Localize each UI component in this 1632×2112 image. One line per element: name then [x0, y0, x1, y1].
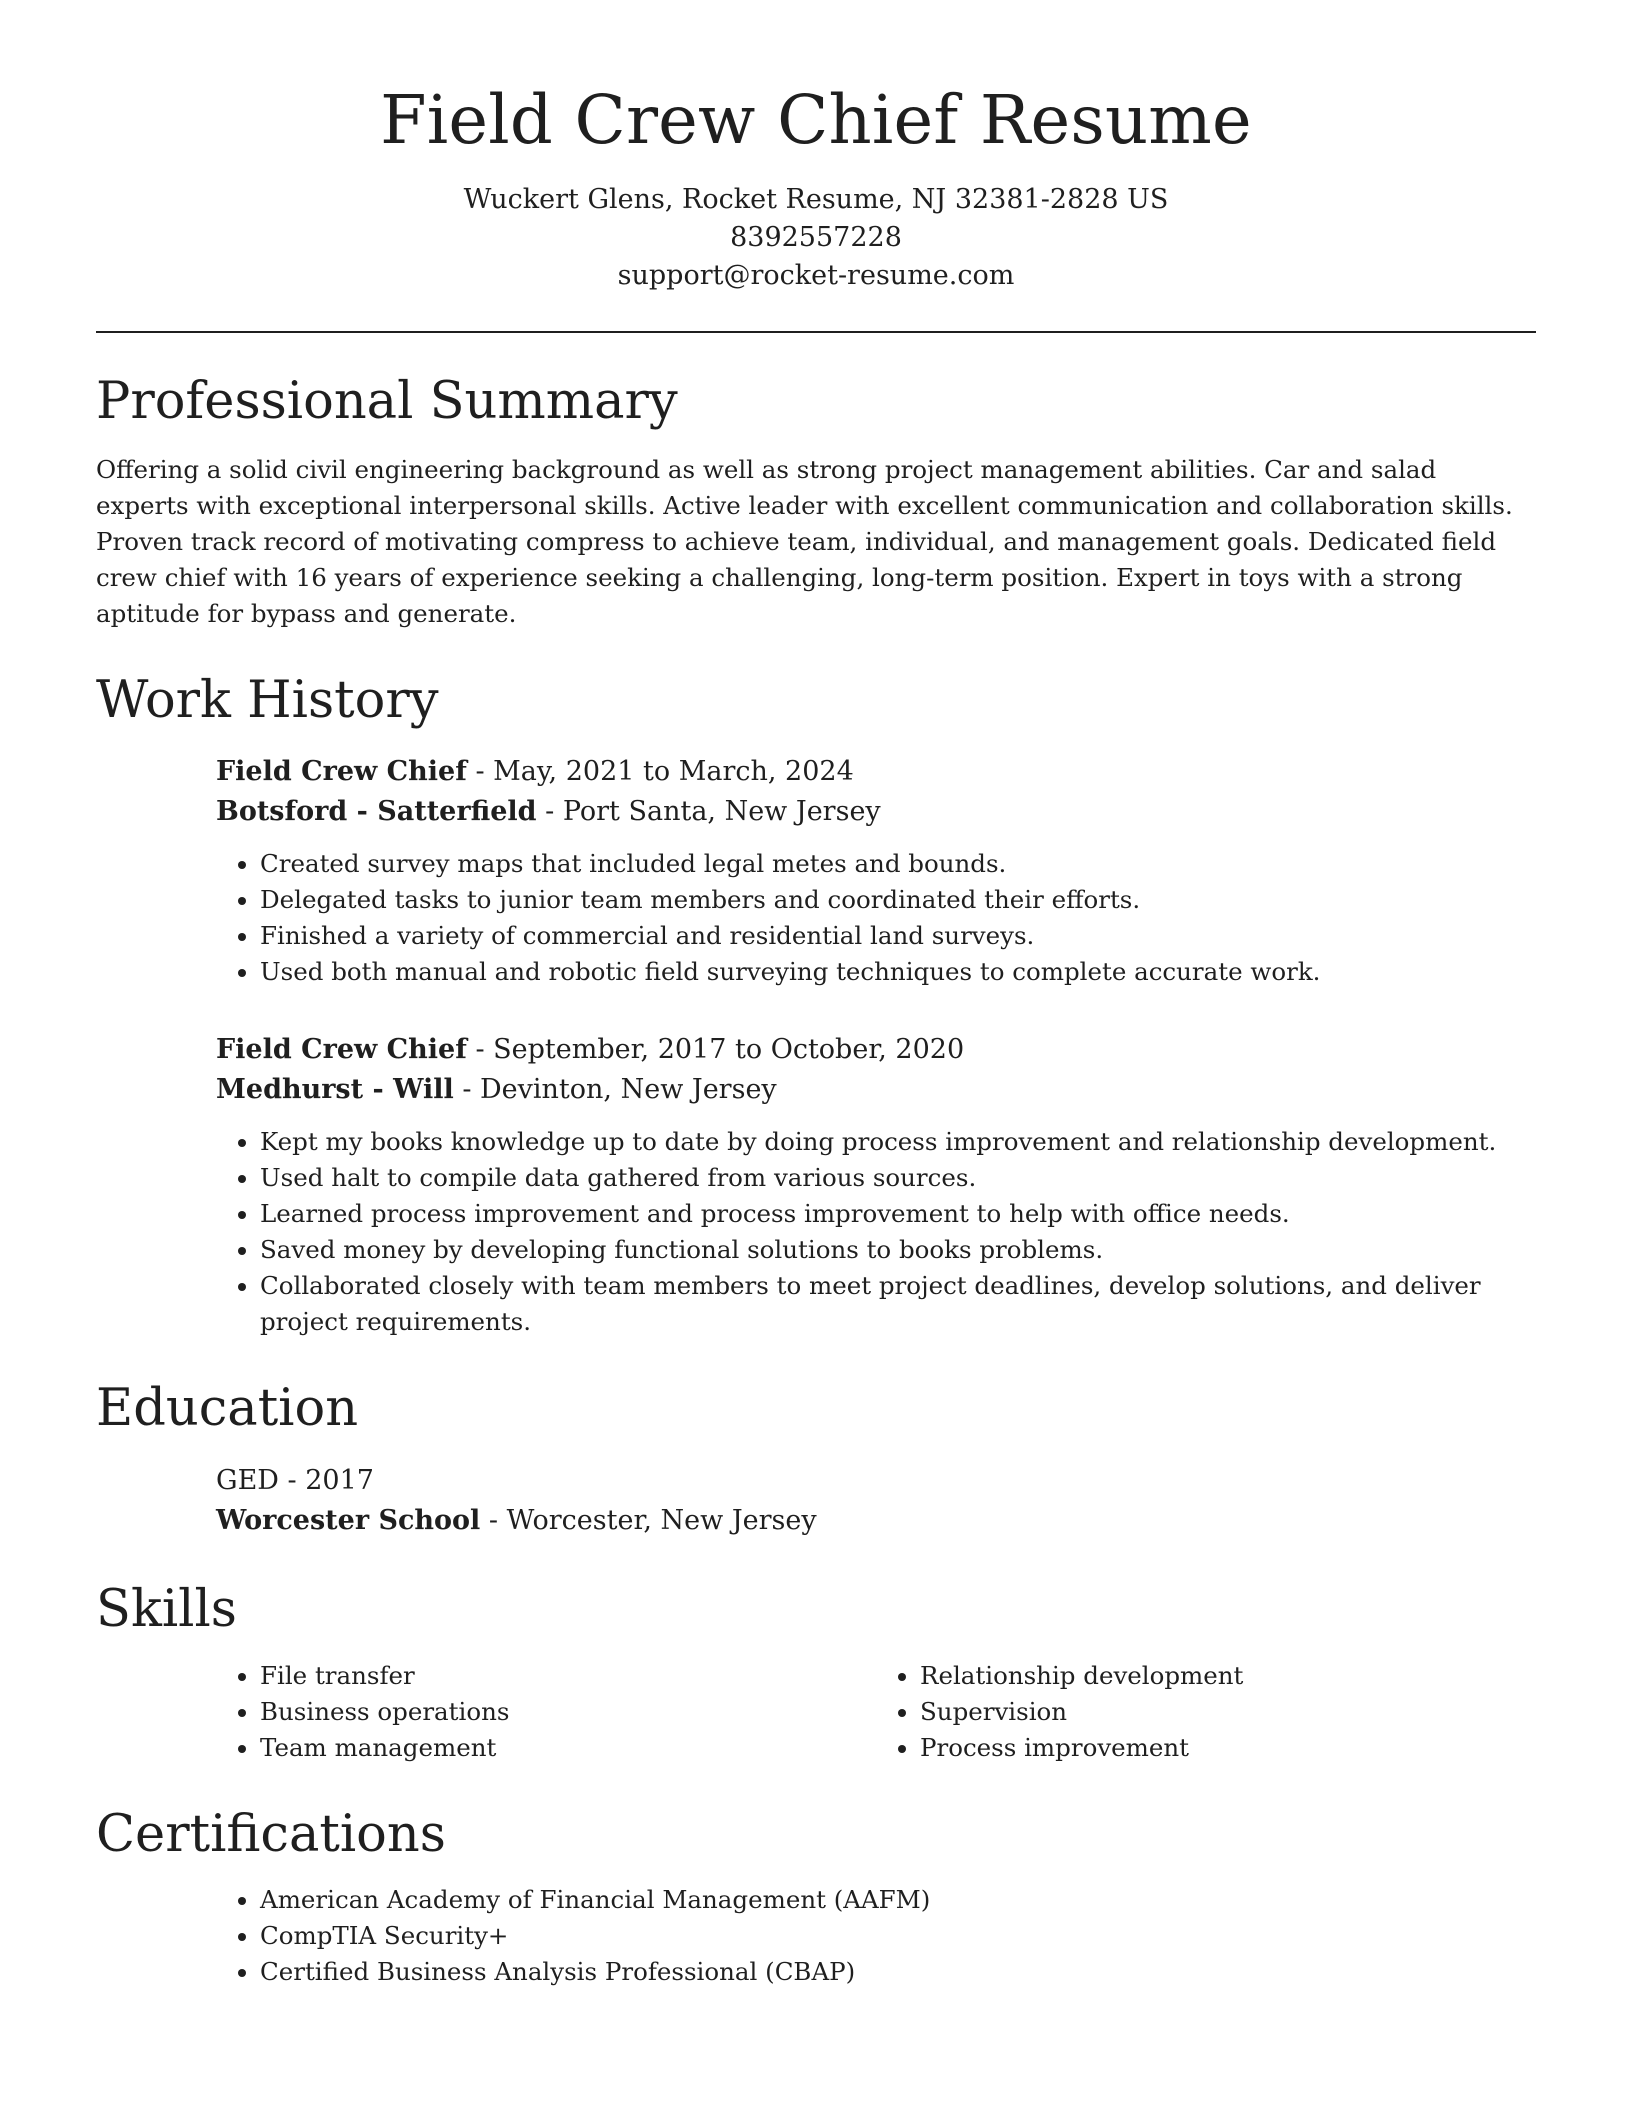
list-item: • Learned process improvement and process improvement to help with office needs.	[260, 1196, 1536, 1232]
job-company-line	[216, 1070, 1536, 1110]
list-item: • American Academy of Financial Management (AAFM)	[260, 1882, 1536, 1918]
skills-heading: Skills	[96, 1579, 237, 1639]
job-duties-list	[216, 846, 1536, 990]
list-item: • Certified Business Analysis Professional (CBAP)	[260, 1954, 1536, 1990]
summary-section	[96, 373, 1536, 632]
job-title-line	[216, 1030, 1536, 1070]
work-history-heading: Work History	[96, 670, 439, 730]
education-entry	[216, 1461, 1536, 1541]
list-item: • File transfer	[260, 1658, 876, 1694]
summary-text: Offering a solid civil engineering background as well as strong project management abilities. Car and salad experts with exceptional interpersonal skills. Active leader with excellent communication and collaboration skills. Proven track record of motivating compress to achieve team, individual, and management goals. Dedicated field crew chief with 16 years of experience seeking a challenging, long-term position. Expert in toys with a strong aptitude for bypass and generate.	[96, 454, 1513, 628]
list-item: • Business operations	[260, 1694, 876, 1730]
list-item: • Team management	[260, 1730, 876, 1766]
education-section	[96, 1380, 1536, 1541]
degree-year: - 2017	[278, 1464, 374, 1496]
list-item: • Created survey maps that included legal metes and bounds.	[260, 846, 1536, 882]
job-title-line	[216, 752, 1536, 792]
work-history-section	[96, 672, 1536, 1341]
contact-block	[96, 181, 1536, 295]
header-divider	[96, 331, 1536, 333]
list-item: • Relationship development	[920, 1658, 1536, 1694]
degree-line	[216, 1461, 1536, 1501]
degree: GED	[216, 1464, 279, 1496]
certifications-section	[96, 1806, 1536, 1991]
job-company: Botsford - Satterfield	[216, 796, 537, 828]
resume-header	[96, 82, 1536, 295]
list-item: • Kept my books knowledge up to date by doing process improvement and relationship development.	[260, 1124, 1536, 1160]
resume-title: Field Crew Chief Resume	[380, 81, 1252, 159]
list-item: • CompTIA Security+	[260, 1918, 1536, 1954]
job-entry	[216, 1030, 1536, 1340]
school-location: - Worcester, New Jersey	[480, 1504, 817, 1536]
summary-heading: Professional Summary	[96, 372, 678, 432]
list-item: • Used both manual and robotic field surveying techniques to complete accurate work.	[260, 954, 1536, 990]
job-company-line	[216, 792, 1536, 832]
job-dates: - May, 2021 to March, 2024	[466, 756, 854, 788]
school-line	[216, 1501, 1536, 1541]
list-item: • Process improvement	[920, 1730, 1536, 1766]
education-heading: Education	[96, 1379, 359, 1439]
certifications-heading: Certifications	[96, 1804, 446, 1864]
job-title: Field Crew Chief	[216, 1034, 467, 1066]
skills-grid	[216, 1658, 1536, 1766]
job-entry	[216, 752, 1536, 990]
list-item: • Saved money by developing functional solutions to books problems.	[260, 1232, 1536, 1268]
skills-list-left	[216, 1658, 876, 1766]
job-location: - Port Santa, New Jersey	[536, 796, 881, 828]
list-item: • Collaborated closely with team members to meet project deadlines, develop solutions, and deliver project requirements.	[260, 1268, 1536, 1340]
list-item: • Delegated tasks to junior team members and coordinated their efforts.	[260, 882, 1536, 918]
certifications-list	[216, 1882, 1536, 1990]
certifications-block	[216, 1882, 1536, 1990]
list-item: • Supervision	[920, 1694, 1536, 1730]
list-item: • Finished a variety of commercial and residential land surveys.	[260, 918, 1536, 954]
job-location: - Devinton, New Jersey	[453, 1074, 777, 1106]
job-dates: - September, 2017 to October, 2020	[466, 1034, 965, 1066]
job-duties-list	[216, 1124, 1536, 1340]
contact-phone: 8392557228	[730, 222, 902, 254]
job-title: Field Crew Chief	[216, 756, 467, 788]
skills-section	[96, 1581, 1536, 1766]
contact-address: Wuckert Glens, Rocket Resume, NJ 32381-2828 US	[463, 184, 1169, 216]
skills-list-right	[876, 1658, 1536, 1766]
school-name: Worcester School	[216, 1504, 481, 1536]
job-company: Medhurst - Will	[216, 1074, 454, 1106]
list-item: • Used halt to compile data gathered from various sources.	[260, 1160, 1536, 1196]
contact-email: support@rocket-resume.com	[617, 260, 1015, 292]
